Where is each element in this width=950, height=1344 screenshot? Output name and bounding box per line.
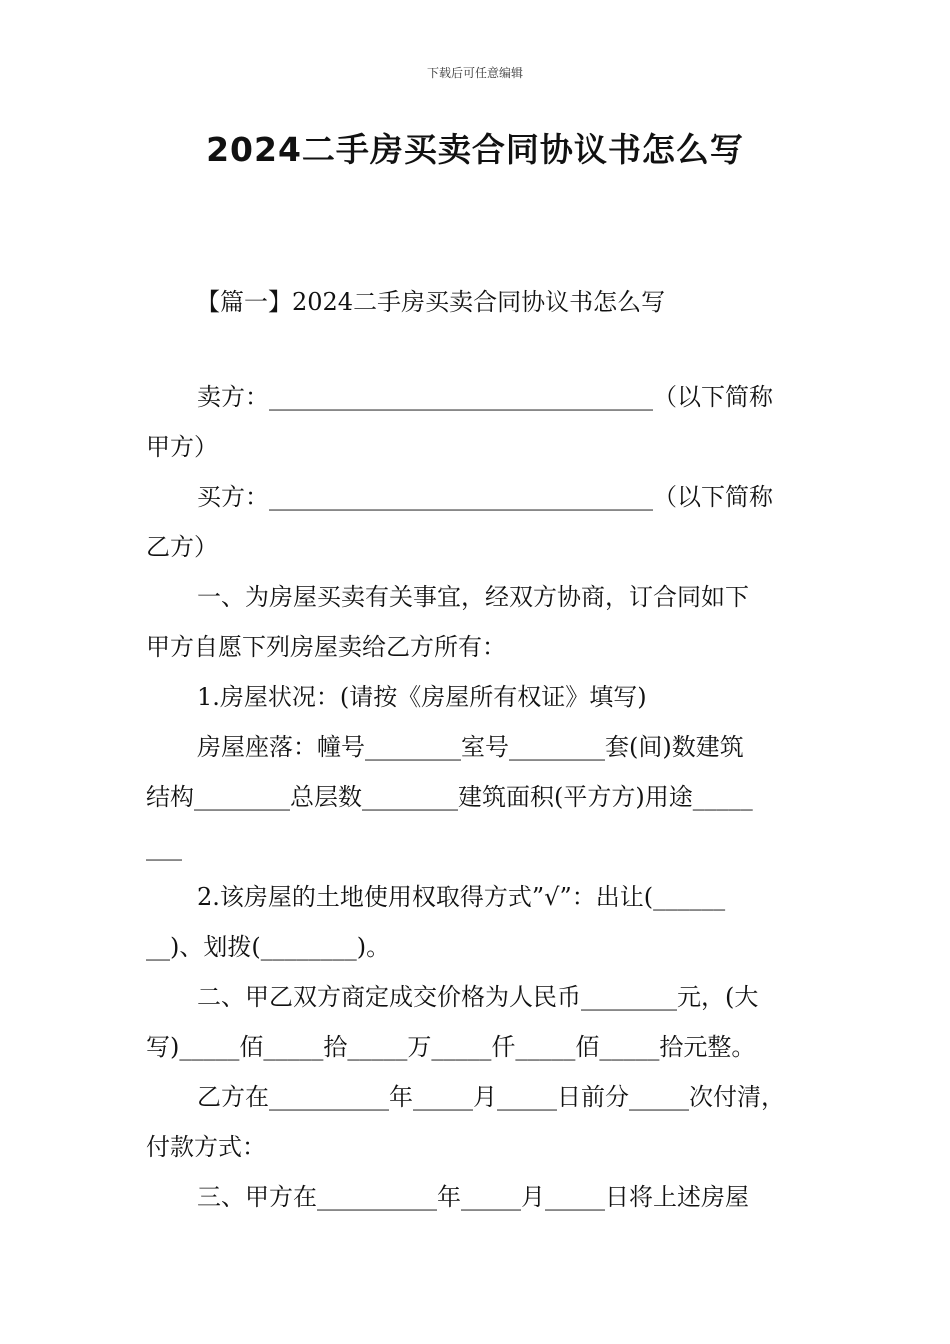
seller-line: 卖方：________________________________（以下简称 [197, 383, 773, 411]
house-location-line: 房屋座落：幢号________室号________套(间)数建筑 [197, 733, 744, 761]
document-title: 2024二手房买卖合同协议书怎么写 [206, 130, 744, 169]
house-structure-line: 结构________总层数________建筑面积(平方方)用途_____ [146, 783, 753, 811]
land-use-line: 2.该房屋的土地使用权取得方式”√”：出让(______ [197, 883, 726, 911]
buyer-line-cont: 乙方） [146, 533, 218, 561]
clause-3-line: 三、甲方在__________年_____月_____日将上述房屋 [197, 1183, 749, 1211]
clause-2-line: 二、甲乙双方商定成交价格为人民币________元，(大 [197, 983, 759, 1011]
house-structure-cont: ___ [146, 833, 182, 861]
clause-1-cont: 甲方自愿下列房屋卖给乙方所有： [146, 633, 506, 661]
seller-line-cont: 甲方） [146, 433, 218, 461]
clause-1-line: 一、为房屋买卖有关事宜，经双方协商，订合同如下 [197, 583, 749, 611]
house-status-line: 1.房屋状况：(请按《房屋所有权证》填写) [197, 683, 647, 711]
buyer-line: 买方：________________________________（以下简称 [197, 483, 773, 511]
land-use-cont: __)、划拨(________)。 [146, 933, 391, 961]
page-header-note: 下载后可任意编辑 [426, 66, 523, 80]
section-heading: 【篇一】2024二手房买卖合同协议书怎么写 [196, 288, 666, 316]
payment-line: 乙方在__________年_____月_____日前分_____次付清， [197, 1083, 785, 1111]
payment-method-line: 付款方式： [146, 1133, 266, 1161]
clause-2-cont: 写)_____佰_____拾_____万_____仟_____佰_____拾元整。 [146, 1033, 756, 1061]
